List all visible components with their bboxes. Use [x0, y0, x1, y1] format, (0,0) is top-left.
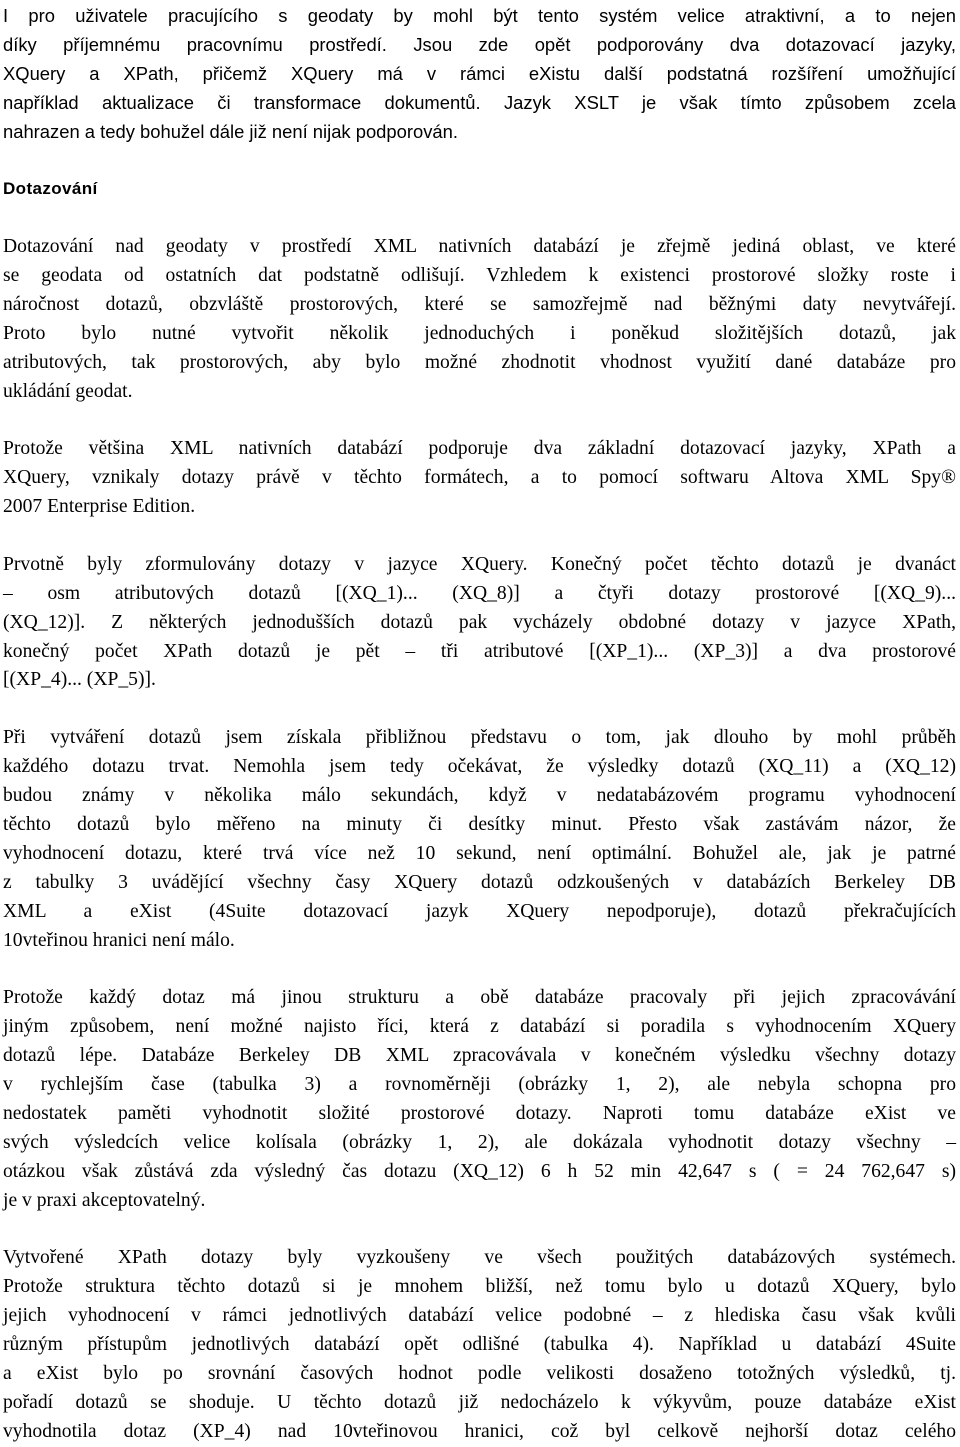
text-line: svých výsledcích velice kolísala (obrázky 1, 2), ale dokázala vyhodnotit dotazy všechny –	[3, 1131, 956, 1153]
text-line: například aktualizace či transformace dokumentů. Jazyk XSLT je však tímto způsobem zcela	[3, 91, 956, 113]
text-line: vyhodnocení dotazu, které trvá více než 10 sekund, není optimální. Bohužel ale, jak je patrné	[3, 842, 956, 864]
text-line: nahrazen a tedy bohužel dále již není nijak podporován.	[3, 120, 458, 142]
text-line: a eXist bylo po srovnání časových hodnot podle velikosti dosaženo totožných výsledků, tj.	[3, 1362, 956, 1384]
text-line: XML a eXist (4Suite dotazovací jazyk XQuery nepodporuje), dotazů překračujících	[3, 900, 956, 922]
paragraph-gap	[3, 955, 956, 984]
text-line: každého dotazu trvat. Nemohla jsem tedy očekávat, že výsledky dotazů (XQ_11) a (XQ_12)	[3, 756, 956, 778]
text-line: náročnost dotazů, obzvláště prostorových, které se samozřejmě nad běžnými daty nevytvářejí.	[3, 293, 956, 315]
paragraph-gap	[3, 204, 956, 233]
text-line: XQuery, vznikaly dotazy právě v těchto formátech, a to pomocí softwaru Altova XML Spy®	[3, 467, 956, 489]
text-line: – osm atributových dotazů [(XQ_1)... (XQ_8)] a čtyři dotazy prostorové [(XQ_9)...	[3, 582, 956, 604]
text-line: (XQ_12)]. Z některých jednodušších dotazů pak vycházely obdobné dotazy v jazyce XPath,	[3, 611, 956, 633]
text-line: konečný počet XPath dotazů je pět – tři atributové [(XP_1)... (XP_3)] a dva prostorové	[3, 640, 956, 662]
text-line: 10vteřinou hranici není málo.	[3, 929, 235, 951]
text-line: díky příjemnému pracovnímu prostředí. Jsou zde opět podporovány dva dotazovací jazyky,	[3, 33, 956, 55]
document-page	[3, 2, 956, 1447]
text-line: jiným způsobem, není možné najisto říci, která z databází si poradila s vyhodnocením XQuery	[3, 1016, 956, 1038]
text-line: Protože struktura těchto dotazů si je mnohem bližší, než tomu bylo u dotazů XQuery, bylo	[3, 1276, 956, 1298]
paragraph-gap	[3, 406, 956, 435]
paragraph-querying-geodata	[3, 233, 956, 406]
text-line: I pro uživatele pracujícího s geodaty by mohl být tento systém velice atraktivní, a to nejen	[3, 5, 956, 26]
text-line: nedostatek paměti vyhodnotit složité prostorové dotazy. Naproti tomu databáze eXist ve	[3, 1102, 956, 1124]
paragraph-gap	[3, 695, 956, 724]
text-line: 2007 Enterprise Edition.	[3, 496, 196, 518]
paragraph-gap	[3, 1215, 956, 1244]
paragraph-gap	[3, 522, 956, 551]
text-line: Při vytváření dotazů jsem získala přibližnou představu o tom, jak dlouho by mohl průběh	[3, 727, 956, 749]
paragraph-query-languages	[3, 435, 956, 522]
text-line: jejich vyhodnocení v rámci jednotlivých databází velice podobné – z hlediska času však kvůli	[3, 1305, 956, 1327]
text-line: vyhodnotila dotaz (XP_4) nad 10vteřinovou hranici, což byl celkově nejhorší dotaz celého	[3, 1420, 956, 1442]
paragraph-xpath-results	[3, 1244, 956, 1446]
section-heading: Dotazování	[3, 179, 98, 199]
text-line: pořadí dotazů se shoduje. U těchto dotazů již nedocházelo k výkyvům, pouze databáze eXist	[3, 1391, 956, 1413]
paragraph-query-timing	[3, 724, 956, 955]
paragraph-gap	[3, 146, 956, 175]
text-line: budou známy v několika málo sekundách, když v nedatabázovém programu vyhodnocení	[3, 785, 956, 807]
text-line: těchto dotazů bylo měřeno na minuty či desítky minut. Přesto však zastávám názor, že	[3, 813, 956, 835]
text-line: je v praxi akceptovatelný.	[3, 1189, 206, 1211]
text-line: otázkou však zůstává zda výsledný čas dotazu (XQ_12) 6 h 52 min 42,647 s ( = 24 762,647 s)	[3, 1160, 956, 1182]
text-line: dotazů lépe. Databáze Berkeley DB XML zpracovávala v konečném výsledku všechny dotazy	[3, 1045, 956, 1067]
text-line: v rychlejším čase (tabulka 3) a rovnoměrněji (obrázky 1, 2), ale nebyla schopna pro	[3, 1073, 956, 1095]
paragraph-database-comparison	[3, 984, 956, 1215]
text-line: Protože každý dotaz má jinou strukturu a obě databáze pracovaly při jejich zpracovávání	[3, 987, 956, 1009]
paragraph-query-list	[3, 551, 956, 695]
text-line: z tabulky 3 uvádějící všechny časy XQuery dotazů odzkoušených v databázích Berkeley DB	[3, 871, 956, 893]
text-line: Proto bylo nutné vytvořit několik jednoduchých i poněkud složitějších dotazů, jak	[3, 322, 956, 344]
text-line: XQuery a XPath, přičemž XQuery má v rámci eXistu další podstatná rozšíření umožňující	[3, 62, 956, 84]
text-line: různým přístupům jednotlivých databází opět odlišné (tabulka 4). Například u databází 4Suite	[3, 1333, 956, 1355]
text-line: Dotazování nad geodaty v prostředí XML nativních databází je zřejmě jediná oblast, ve které	[3, 236, 956, 258]
text-line: ukládání geodat.	[3, 380, 133, 402]
text-line: atributových, tak prostorových, aby bylo možné zhodnotit vhodnost využití dané databáze pro	[3, 351, 956, 373]
text-line: Protože většina XML nativních databází podporuje dva základní dotazovací jazyky, XPath a	[3, 438, 956, 460]
text-line: [(XP_4)... (XP_5)].	[3, 669, 156, 691]
text-line: Vytvořené XPath dotazy byly vyzkoušeny ve všech použitých databázových systémech.	[3, 1247, 956, 1269]
text-line: se geodata od ostatních dat podstatně odlišují. Vzhledem k existenci prostorové složky roste i	[3, 265, 956, 287]
text-line: Prvotně byly zformulovány dotazy v jazyce XQuery. Konečný počet těchto dotazů je dvanáct	[3, 553, 956, 575]
intro-paragraph	[3, 2, 956, 146]
